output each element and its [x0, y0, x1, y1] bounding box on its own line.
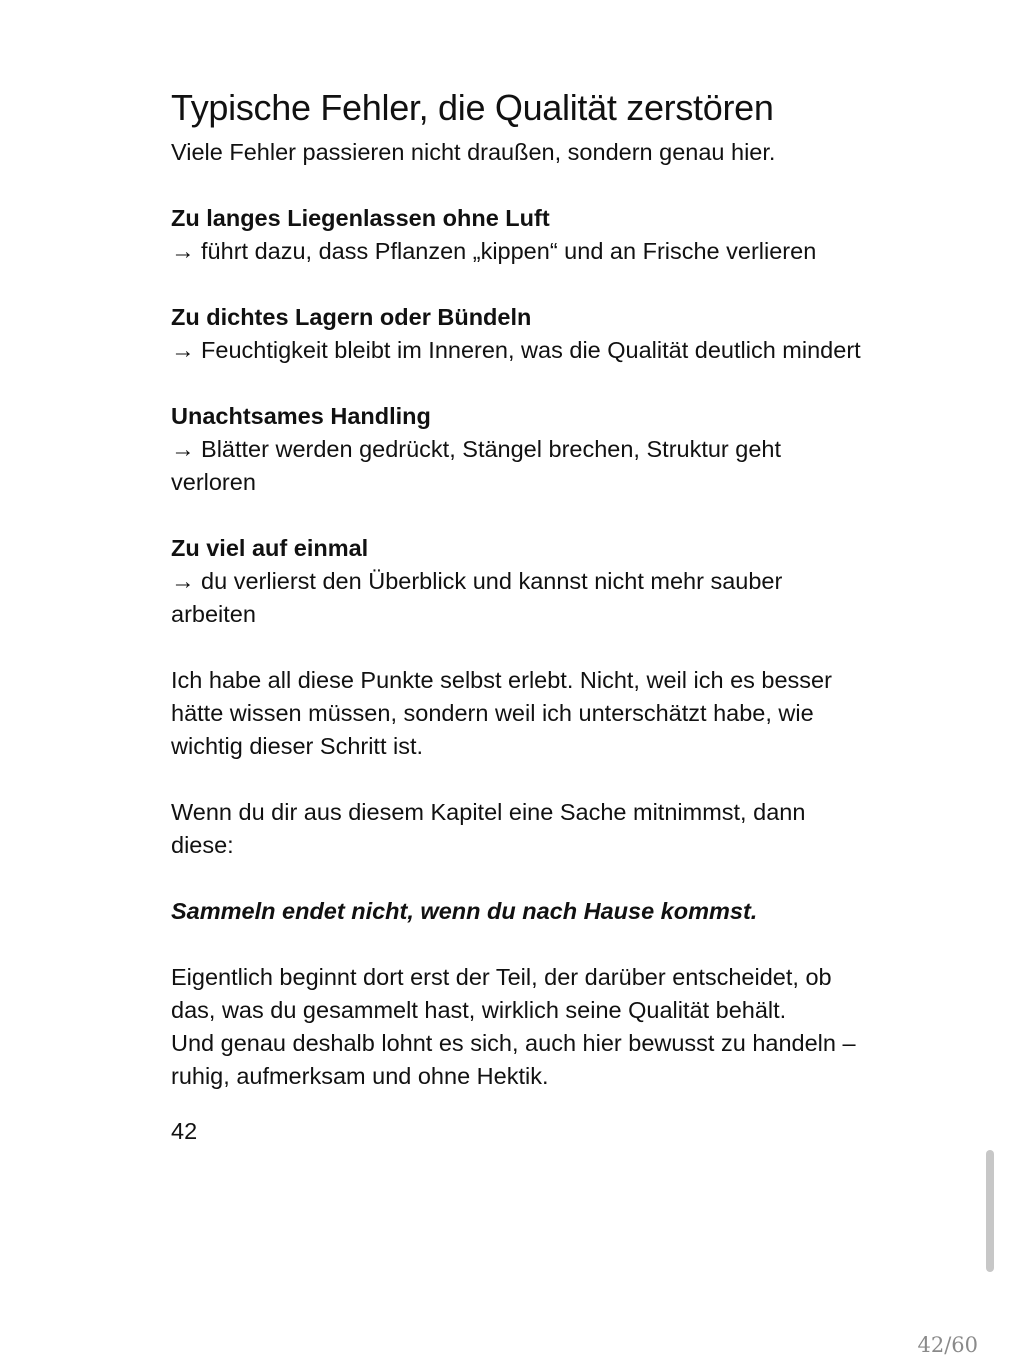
mistake-description: → Feuchtigkeit bleibt im Inneren, was die Qualität deutlich mindert	[171, 337, 861, 363]
mistake-title: Unachtsames Handling	[171, 403, 431, 429]
mistake-description: → du verlierst den Überblick und kannst nicht mehr sauber arbeiten	[171, 568, 783, 627]
mistake-item	[171, 400, 871, 499]
experience-paragraph: Ich habe all diese Punkte selbst erlebt. Nicht, weil ich es besser hätte wissen müssen, sondern weil ich unterschätzt habe, wie wichtig dieser Schritt ist.	[171, 667, 832, 759]
closing-paragraph: Eigentlich beginnt dort erst der Teil, der darüber entscheidet, ob das, was du gesammelt hast, wirklich seine Qualität behält.	[171, 964, 832, 1023]
mistake-description: → führt dazu, dass Pflanzen „kippen“ und an Frische verlieren	[171, 238, 817, 264]
document-page	[171, 86, 871, 1148]
mistake-item	[171, 301, 871, 367]
closing-paragraph-continued: Und genau deshalb lohnt es sich, auch hier bewusst zu handeln – ruhig, aufmerksam und ohne Hektik.	[171, 1030, 856, 1089]
mistake-item	[171, 532, 871, 631]
intro-paragraph: Viele Fehler passieren nicht draußen, sondern genau hier.	[171, 139, 776, 165]
mistake-title: Zu dichtes Lagern oder Bündeln	[171, 304, 532, 330]
page-indicator: 42/60	[917, 1333, 978, 1357]
mistake-item	[171, 202, 871, 268]
mistake-title: Zu langes Liegenlassen ohne Luft	[171, 205, 550, 231]
section-heading: Typische Fehler, die Qualität zerstören	[171, 87, 774, 128]
emphasis-statement: Sammeln endet nicht, wenn du nach Hause kommst.	[171, 898, 758, 924]
mistake-title: Zu viel auf einmal	[171, 535, 369, 561]
page-number: 42	[171, 1118, 198, 1144]
scrollbar-thumb[interactable]	[986, 1150, 994, 1272]
takeaway-paragraph: Wenn du dir aus diesem Kapitel eine Sache mitnimmst, dann diese:	[171, 799, 806, 858]
mistake-description: → Blätter werden gedrückt, Stängel brechen, Struktur geht verloren	[171, 436, 782, 495]
